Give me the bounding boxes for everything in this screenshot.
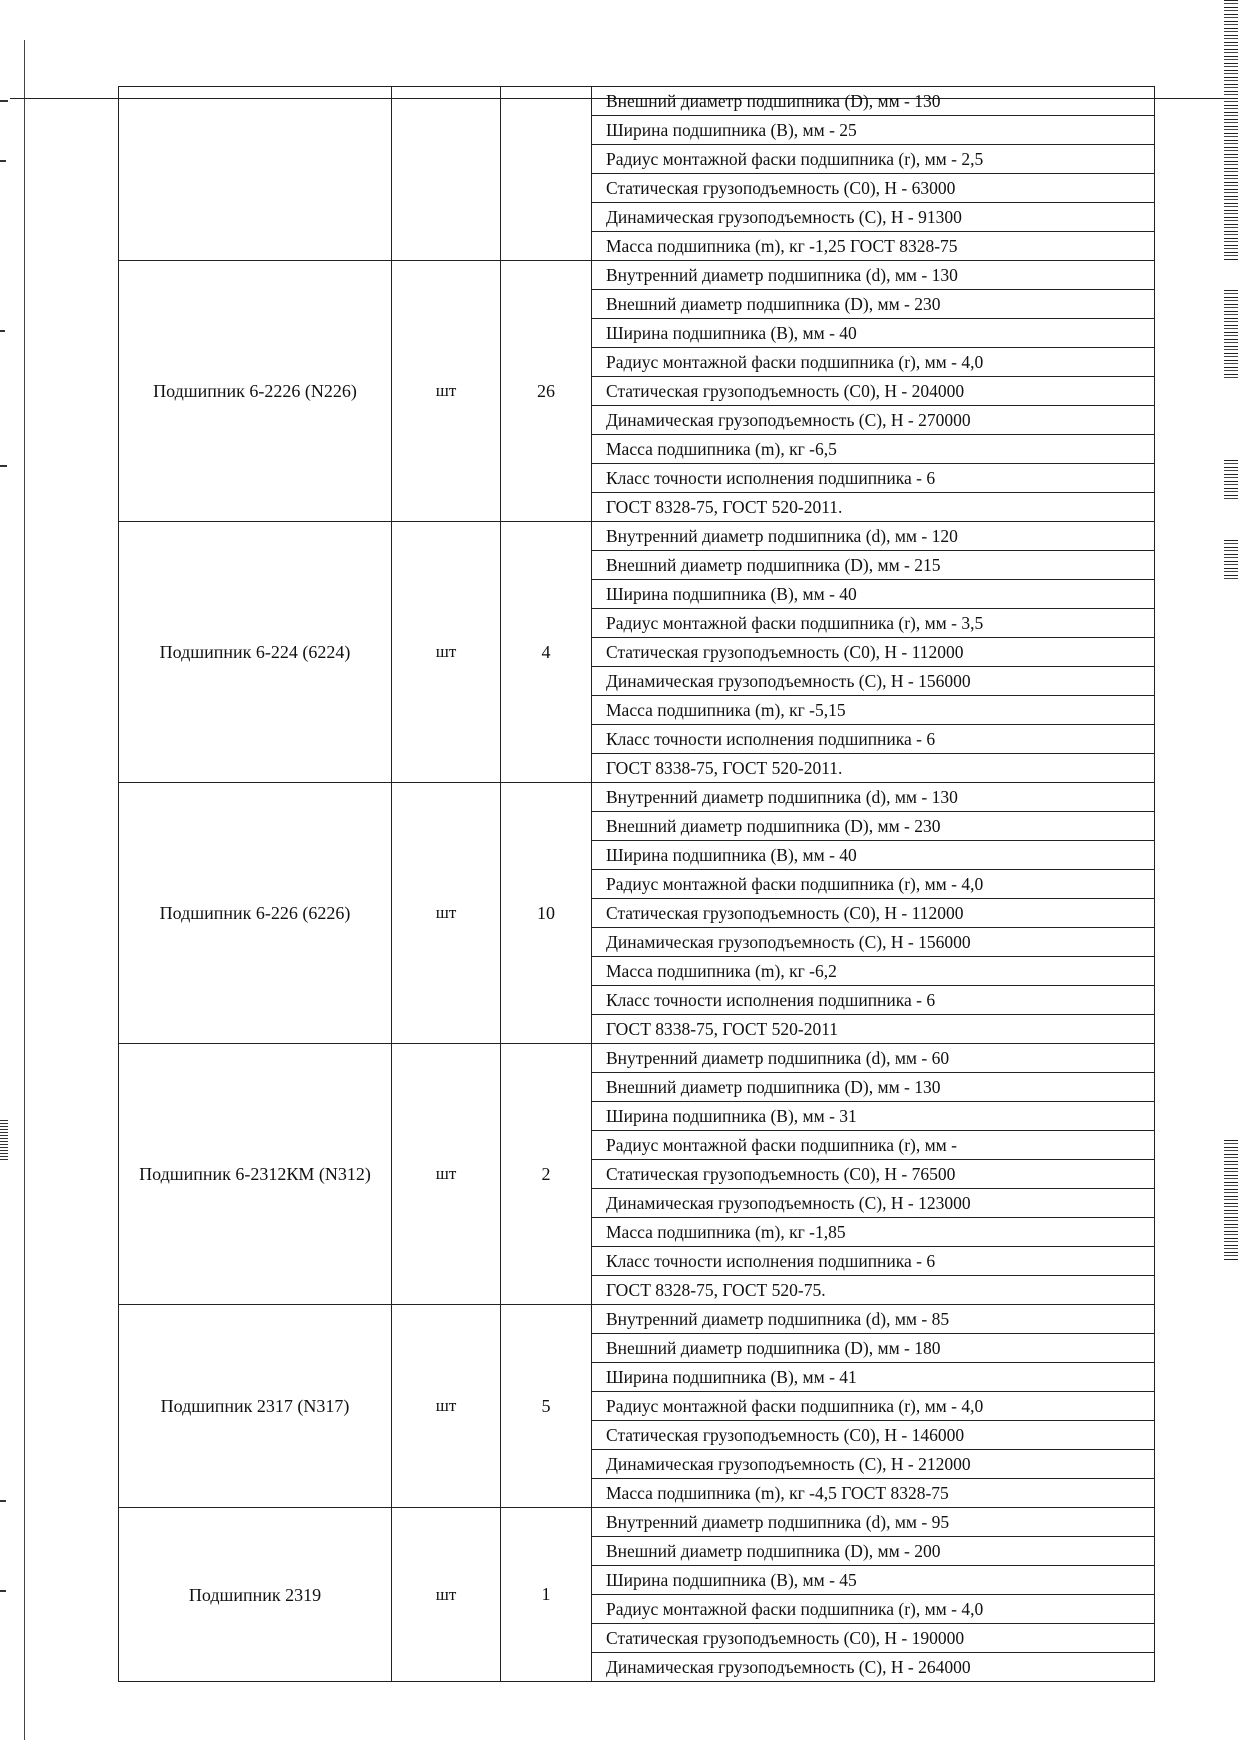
property-line: Масса подшипника (m), кг -6,2	[592, 957, 1154, 986]
property-line: Динамическая грузоподъемность (C), Н - 212000	[592, 1450, 1154, 1479]
unit-cell	[392, 522, 501, 783]
item-name: Подшипник 6-226 (6226)	[159, 903, 351, 923]
property-line: Класс точности исполнения подшипника - 6	[592, 725, 1154, 754]
property-line: Класс точности исполнения подшипника - 6	[592, 464, 1154, 493]
property-line: Масса подшипника (m), кг -1,85	[592, 1218, 1154, 1247]
property-line: Радиус монтажной фаски подшипника (r), мм - 3,5	[592, 609, 1154, 638]
spec-table-body	[119, 87, 1155, 1682]
bearing-spec-table	[118, 86, 1155, 1682]
properties-cell	[592, 1044, 1155, 1305]
property-line: Ширина подшипника (B), мм - 25	[592, 116, 1154, 145]
property-line: Внутренний диаметр подшипника (d), мм - 95	[592, 1508, 1154, 1537]
properties-cell	[592, 1305, 1155, 1508]
scan-mark	[0, 330, 5, 332]
unit-value: шт	[435, 381, 457, 400]
table-row	[119, 1508, 1155, 1682]
table-row	[119, 261, 1155, 522]
scan-mark	[0, 1120, 8, 1160]
table-row	[119, 87, 1155, 261]
table-row	[119, 1044, 1155, 1305]
barcode-strip	[1224, 460, 1238, 500]
property-line: Внутренний диаметр подшипника (d), мм - 130	[592, 261, 1154, 290]
scan-mark	[0, 1590, 6, 1592]
unit-cell	[392, 1508, 501, 1682]
property-line: Динамическая грузоподъемность (C), Н - 123000	[592, 1189, 1154, 1218]
unit-value: шт	[435, 1396, 457, 1415]
item-name: Подшипник 6-2226 (N226)	[153, 381, 357, 401]
quantity-value: 26	[537, 380, 555, 401]
property-line: Класс точности исполнения подшипника - 6	[592, 986, 1154, 1015]
item-name: Подшипник 6-2312КМ (N312)	[139, 1164, 371, 1184]
property-line: Ширина подшипника (B), мм - 40	[592, 841, 1154, 870]
scan-mark	[0, 100, 8, 102]
properties-cell	[592, 1508, 1155, 1682]
scan-right-edge	[1222, 0, 1240, 1754]
property-line: Масса подшипника (m), кг -6,5	[592, 435, 1154, 464]
unit-value: шт	[435, 1584, 457, 1604]
property-line: Ширина подшипника (B), мм - 40	[592, 580, 1154, 609]
property-line: Статическая грузоподъемность (C0), Н - 76500	[592, 1160, 1154, 1189]
property-line: Внешний диаметр подшипника (D), мм - 130	[592, 87, 1154, 116]
scan-mark	[0, 1500, 6, 1502]
property-line: Внутренний диаметр подшипника (d), мм - 120	[592, 522, 1154, 551]
property-line: Внутренний диаметр подшипника (d), мм - 60	[592, 1044, 1154, 1073]
property-line: Радиус монтажной фаски подшипника (r), мм - 4,0	[592, 1392, 1154, 1421]
property-line: Радиус монтажной фаски подшипника (r), мм - 4,0	[592, 1595, 1154, 1624]
quantity-value: 10	[537, 902, 555, 923]
quantity-value: 1	[541, 1584, 551, 1604]
scan-mark	[0, 160, 6, 162]
unit-cell	[392, 1044, 501, 1305]
item-name-cell	[119, 1508, 392, 1682]
barcode-strip	[1224, 1140, 1238, 1260]
property-line: Радиус монтажной фаски подшипника (r), мм - 4,0	[592, 348, 1154, 377]
quantity-cell	[501, 1305, 592, 1508]
item-name-cell	[119, 1305, 392, 1508]
property-line: Ширина подшипника (B), мм - 40	[592, 319, 1154, 348]
item-name: Подшипник 2317 (N317)	[160, 1396, 350, 1416]
property-line: Масса подшипника (m), кг -4,5 ГОСТ 8328-75	[606, 1483, 949, 1503]
table-row	[119, 1305, 1155, 1508]
property-line: Внешний диаметр подшипника (D), мм - 230	[592, 290, 1154, 319]
barcode-strip	[1224, 0, 1238, 260]
property-line: Ширина подшипника (B), мм - 41	[592, 1363, 1154, 1392]
property-line: Динамическая грузоподъемность (C), Н - 270000	[592, 406, 1154, 435]
item-name-cell	[119, 1044, 392, 1305]
property-line: Статическая грузоподъемность (C0), Н - 204000	[592, 377, 1154, 406]
table-row	[119, 522, 1155, 783]
properties-cell	[592, 783, 1155, 1044]
unit-value: шт	[435, 642, 457, 661]
property-line: Масса подшипника (m), кг -5,15	[592, 696, 1154, 725]
unit-value: шт	[435, 1164, 457, 1183]
unit-cell	[392, 783, 501, 1044]
property-line: Внешний диаметр подшипника (D), мм - 180	[592, 1334, 1154, 1363]
unit-cell	[392, 1305, 501, 1508]
property-line: Внутренний диаметр подшипника (d), мм - 85	[592, 1305, 1154, 1334]
property-line: Статическая грузоподъемность (C0), Н - 112000	[592, 638, 1154, 667]
quantity-cell	[501, 783, 592, 1044]
item-name-cell	[119, 261, 392, 522]
properties-cell	[592, 522, 1155, 783]
property-line: Масса подшипника (m), кг -1,25 ГОСТ 8328-75	[606, 236, 958, 256]
property-line: Внешний диаметр подшипника (D), мм - 200	[592, 1537, 1154, 1566]
property-line: Радиус монтажной фаски подшипника (r), мм - 4,0	[592, 870, 1154, 899]
properties-cell	[592, 261, 1155, 522]
property-line: Динамическая грузоподъемность (C), Н - 91300	[592, 203, 1154, 232]
item-name-cell	[119, 783, 392, 1044]
quantity-cell	[501, 522, 592, 783]
quantity-cell	[501, 87, 592, 261]
property-line: Статическая грузоподъемность (C0), Н - 190000	[592, 1624, 1154, 1653]
quantity-cell	[501, 261, 592, 522]
property-line: Внешний диаметр подшипника (D), мм - 230	[592, 812, 1154, 841]
property-line: Ширина подшипника (B), мм - 45	[592, 1566, 1154, 1595]
barcode-strip	[1224, 290, 1238, 380]
property-line: Внешний диаметр подшипника (D), мм - 130	[592, 1073, 1154, 1102]
property-line: ГОСТ 8328-75, ГОСТ 520-2011.	[606, 497, 843, 517]
property-line: ГОСТ 8328-75, ГОСТ 520-75.	[606, 1280, 826, 1300]
property-line: ГОСТ 8338-75, ГОСТ 520-2011	[606, 1019, 839, 1039]
quantity-value: 4	[541, 641, 551, 662]
barcode-strip	[1224, 540, 1238, 580]
property-line: Класс точности исполнения подшипника - 6	[592, 1247, 1154, 1276]
quantity-cell	[501, 1044, 592, 1305]
property-line: Радиус монтажной фаски подшипника (r), мм -	[592, 1131, 1154, 1160]
property-line: Статическая грузоподъемность (C0), Н - 112000	[592, 899, 1154, 928]
scan-left-edge	[0, 0, 10, 1754]
property-line: Ширина подшипника (B), мм - 31	[592, 1102, 1154, 1131]
quantity-value: 5	[541, 1395, 551, 1416]
property-line: ГОСТ 8338-75, ГОСТ 520-2011.	[606, 758, 843, 778]
item-name-cell	[119, 522, 392, 783]
property-line: Внутренний диаметр подшипника (d), мм - 130	[592, 783, 1154, 812]
table-row	[119, 783, 1155, 1044]
item-name-cell	[119, 87, 392, 261]
property-line: Радиус монтажной фаски подшипника (r), мм - 2,5	[592, 145, 1154, 174]
unit-cell	[392, 261, 501, 522]
property-line: Динамическая грузоподъемность (C), Н - 156000	[592, 667, 1154, 696]
property-line: Динамическая грузоподъемность (C), Н - 264000	[606, 1657, 971, 1677]
property-line: Статическая грузоподъемность (C0), Н - 146000	[592, 1421, 1154, 1450]
property-line: Динамическая грузоподъемность (C), Н - 156000	[592, 928, 1154, 957]
scan-left-rule	[24, 40, 25, 1740]
scan-mark	[0, 465, 7, 467]
unit-cell	[392, 87, 501, 261]
property-line: Статическая грузоподъемность (C0), Н - 63000	[592, 174, 1154, 203]
quantity-cell	[501, 1508, 592, 1682]
item-name: Подшипник 2319	[188, 1584, 322, 1605]
quantity-value: 2	[541, 1163, 551, 1184]
unit-value: шт	[435, 903, 457, 922]
properties-cell	[592, 87, 1155, 261]
property-line: Внешний диаметр подшипника (D), мм - 215	[592, 551, 1154, 580]
item-name: Подшипник 6-224 (6224)	[159, 642, 351, 662]
